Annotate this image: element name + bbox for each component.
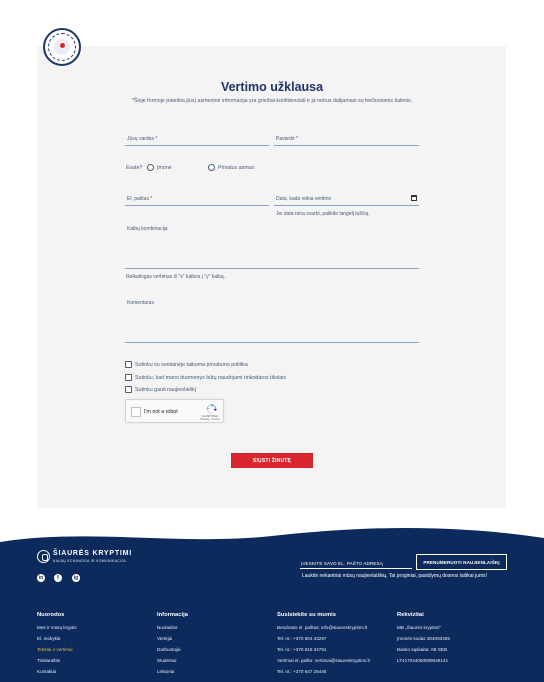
footer-link[interactable]: Nuolaidos [157,625,178,630]
form-subtitle: *Šioje formoje pateikta jūsų asmeninė informacija yra griežtai konfidenciali ir ja nebus dalijamasi su trečiosiomis šalimis. [131,98,413,104]
checkbox-newsletter-label: Sutinku gauti naujienlaiškį [135,387,196,393]
logo-ring [48,33,76,61]
radio-company[interactable] [147,164,154,171]
company-detail: MB „Šiaurės kryptimi“ [397,625,441,630]
recaptcha-terms[interactable]: Privacy - Terms [200,417,220,421]
company-detail: Įmonės kodas 304093465 [397,636,450,641]
checkbox-marketing-label: Sutinku, kad mano duomenys būtų naudojami rinkodaros tikslais [135,375,287,381]
recaptcha-label: I'm not a robot [144,409,178,415]
instagram-icon[interactable]: ig [73,575,79,581]
footer-link-active[interactable]: Tekstai ir vertimai [37,647,73,652]
footer-link[interactable]: Tinklaraštis [37,658,61,663]
site-logo[interactable] [43,28,81,66]
brand-tagline: KALBŲ ECHANOGA IR KOMUNIKACIJA [53,559,126,563]
calendar-icon[interactable] [411,195,417,201]
recaptcha-brand-text: reCAPTCHA [202,414,218,418]
footer-link[interactable]: Studentui [157,658,177,663]
contact-phone[interactable]: Tel. nr.: +370 615 34791 [277,647,327,652]
recaptcha-brand [199,415,221,421]
submit-button[interactable]: SIŲSTI ŽINUTĘ [231,453,313,468]
first-name-field[interactable] [125,136,269,146]
radio-company-label: Įmonė [157,165,172,171]
language-label: Kalbų kombinacija [127,226,168,232]
brand-name: ŠIAURĖS KRYPTIMI [53,550,133,557]
radio-private[interactable] [208,164,215,171]
date-field[interactable] [274,196,419,206]
footer-background [0,520,544,682]
footer-link[interactable]: Mes ir mūsų kryptis [37,625,77,630]
footer-link[interactable]: Darbuotojai [157,647,181,652]
recaptcha-checkbox[interactable] [131,407,141,417]
logo-emblem-icon [54,39,70,55]
contact-phone[interactable]: Tel. nr.: +370 647 25445 [277,669,327,674]
form-card [37,46,506,508]
recaptcha-widget [125,399,224,423]
checkbox-marketing[interactable] [125,374,132,381]
footer-col-contact-title: Susisiekite su mumis [277,612,336,618]
recaptcha-logo-icon [206,404,217,414]
footer-col-info-title: Informacija [157,612,188,618]
footer-link[interactable]: Vertėjai [157,636,173,641]
last-name-field[interactable] [274,136,419,146]
checkbox-privacy[interactable] [125,361,132,368]
radio-private-label: Privatus asmuo [218,165,255,171]
contact-phone[interactable]: Tel. nr.: +370 604 43297 [277,636,327,641]
footer-link[interactable]: Lektoriai [157,669,175,674]
facebook-icon[interactable]: f [54,574,62,582]
contact-email[interactable]: Bendrasis el. paštas: info@siaureskryptimi.lt [277,625,368,630]
last-name-label: Pavardė * [276,136,298,142]
email-field[interactable] [125,196,269,206]
footer-link[interactable]: El. mokykla [37,636,61,641]
footer-col-details-title: Rekvizitai [397,612,424,618]
language-field[interactable] [125,226,419,269]
comment-label: Komentaras [127,300,154,306]
language-hint: Reikalingas vertimas iš "x" kalbos į "y" kalbą. [126,274,226,280]
date-label: Data, kada reikia vertimo [276,196,332,202]
footer-link[interactable]: Kontaktai [37,669,57,674]
linkedin-icon[interactable]: in [38,575,44,581]
newsletter-subscribe-button[interactable]: PRENUMERUOTI NAUJIENLAIŠKĮ [416,554,507,570]
date-hint: Jei data nėra svarbi, palikite langelį tuščią. [276,211,370,217]
brand-logo-icon [37,550,50,563]
company-detail: LT417044060008049141 [397,658,449,663]
comment-field[interactable] [125,300,419,343]
are-you-label: Esate? [126,165,143,171]
newsletter-note: Laukite nekantriai mūsų naujienlaiškių. Tai proginiai, pasiūlymų dosnos laiškai jums! [302,573,488,579]
checkbox-newsletter[interactable] [125,386,132,393]
company-detail: Banko sąskaita: AB SEB [397,647,448,652]
email-label: El. paštas * [127,196,153,202]
newsletter-email-input[interactable]: ĮVESKITE SAVO EL. PAŠTO ADRESĄ [300,556,412,569]
first-name-label: Jūsų vardas * [127,136,158,142]
footer-col-links-title: Nuorodos [37,612,65,618]
checkbox-privacy-label: Sutinku su svetainėje taikoma privatumo politika [135,362,248,368]
contact-email[interactable]: Vertimai el. paštu: vertimai@siaureskryptimi.lt [277,658,370,663]
form-title: Vertimo užklausa [220,80,324,94]
